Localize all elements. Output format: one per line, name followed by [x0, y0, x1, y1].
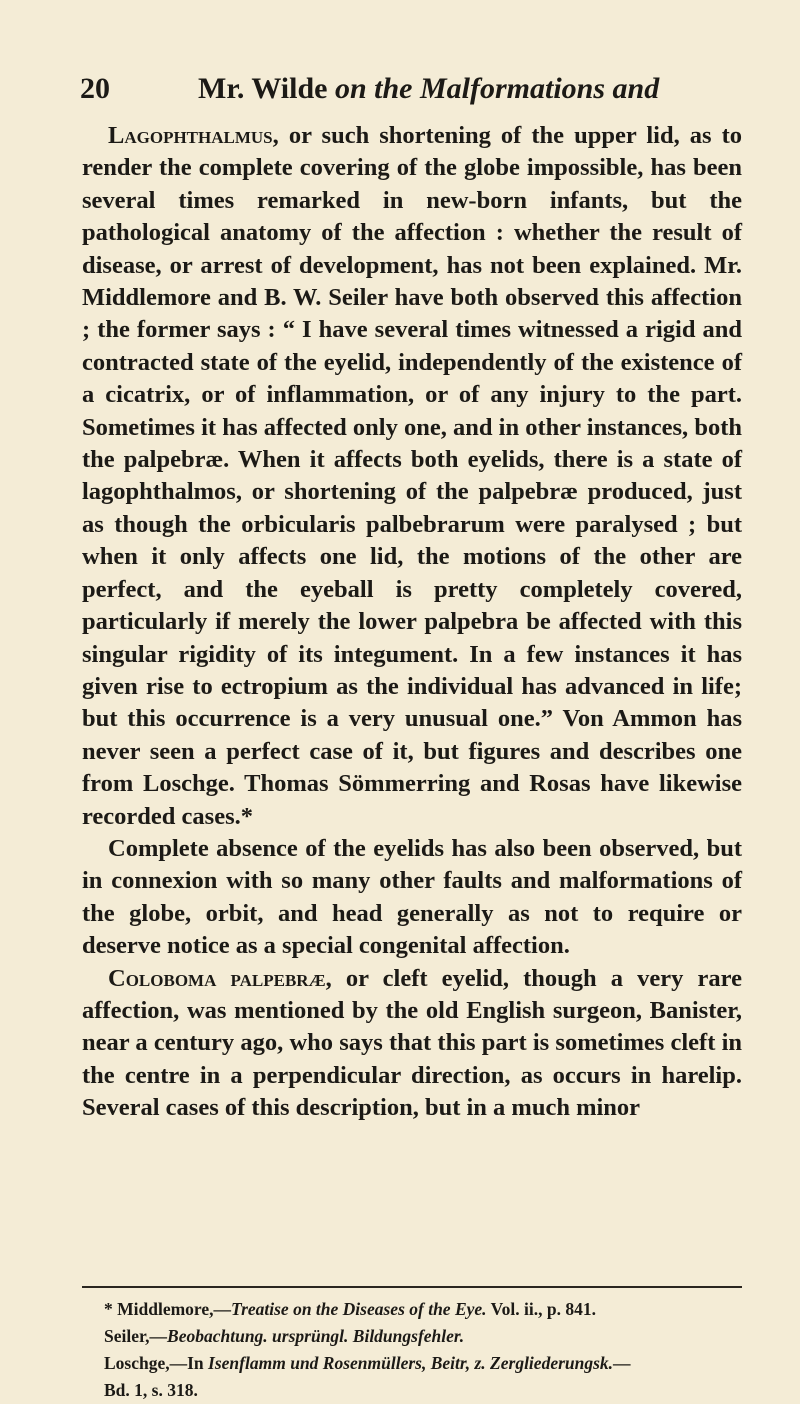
footnotes	[104, 1296, 734, 1404]
footnote-middlemore-title: Treatise on the Diseases of the Eye.	[231, 1299, 487, 1319]
footnote-loschge-volume: Bd. 1, s. 318.	[104, 1380, 198, 1400]
paragraph-absence-eyelids: Complete absence of the eyelids has also been observed, but in connexion with so many other faults and malformations of the globe, orbit, and head generally as not to require or deserve notice as a special congenital affection.	[82, 834, 742, 960]
footnote-loschge	[104, 1350, 734, 1377]
page-number: 20	[80, 72, 110, 105]
footnote-middlemore-author: * Middlemore,—	[104, 1299, 232, 1319]
running-title	[198, 72, 659, 106]
footnote-seiler	[104, 1323, 734, 1350]
footnote-seiler-author: Seiler,—	[104, 1326, 168, 1346]
footnote-middlemore-ref: Vol. ii., p. 841.	[486, 1299, 596, 1319]
running-header	[80, 72, 740, 122]
footnote-rule	[82, 1286, 742, 1288]
paragraph-coloboma-text: or cleft eyelid, though a very rare affection, was mentioned by the old English surgeon, Banister, near a century ago, who says that this part is sometimes cleft in the centre in a perpendicular direction, as occurs in harelip. Several cases of this description, but in a much minor	[82, 964, 742, 1122]
paragraph-lagophthalmus	[82, 120, 742, 833]
footnote-seiler-title: Beobachtung. ursprüngl. Bildungsfehler.	[167, 1326, 465, 1346]
term-coloboma: Coloboma palpebræ,	[108, 964, 332, 992]
footnote-middlemore	[104, 1296, 734, 1323]
running-title-italic: on the Malformations and	[334, 72, 660, 105]
body-text	[82, 120, 742, 1125]
paragraph-lagophthalmus-text: or such shortening of the upper lid, as to render the complete covering of the globe impossible, has been several times remarked in new-born infants, but the pathological anatomy of the affection : whether the result of disease, or arrest of development, has not been explained. Mr. Middlemore and B. W. Seiler have both observed this affection ; the former says : “ I have several times witnessed a rigid and contracted state of the eyelid, independently of the existence of a cicatrix, or of inflammation, or of any injury to the part. Sometimes it has affected only one, and in other instances, both the palpebræ. When it affects both eyelids, there is a state of lagophthalmos, or shortening of the palpebræ produced, just as though the orbicularis palbebrarum were paralysed ; but when it only affects one lid, the motions of the other are perfect, and the eyeball is pretty completely covered, particularly if merely the lower palpebra be affected with this singular rigidity of its integument. In a few instances it has given rise to ectropium as the individual has advanced in life; but this occurrence is a very unusual one.” Von Ammon has never seen a perfect case of it, but figures and describes one from Loschge. Thomas Sömmerring and Rosas have likewise recorded cases.*	[82, 122, 742, 830]
footnote-loschge-title: Isenflamm und Rosenmüllers, Beitr, z. Zergliederungsk.	[208, 1353, 614, 1373]
footnote-loschge-dash: —	[613, 1353, 631, 1373]
paragraph-coloboma	[82, 963, 742, 1125]
running-title-roman: Mr. Wilde	[198, 72, 335, 105]
term-lagophthalmus: Lagophthalmus,	[108, 122, 279, 149]
footnote-loschge-author: Loschge,—In	[104, 1353, 209, 1373]
